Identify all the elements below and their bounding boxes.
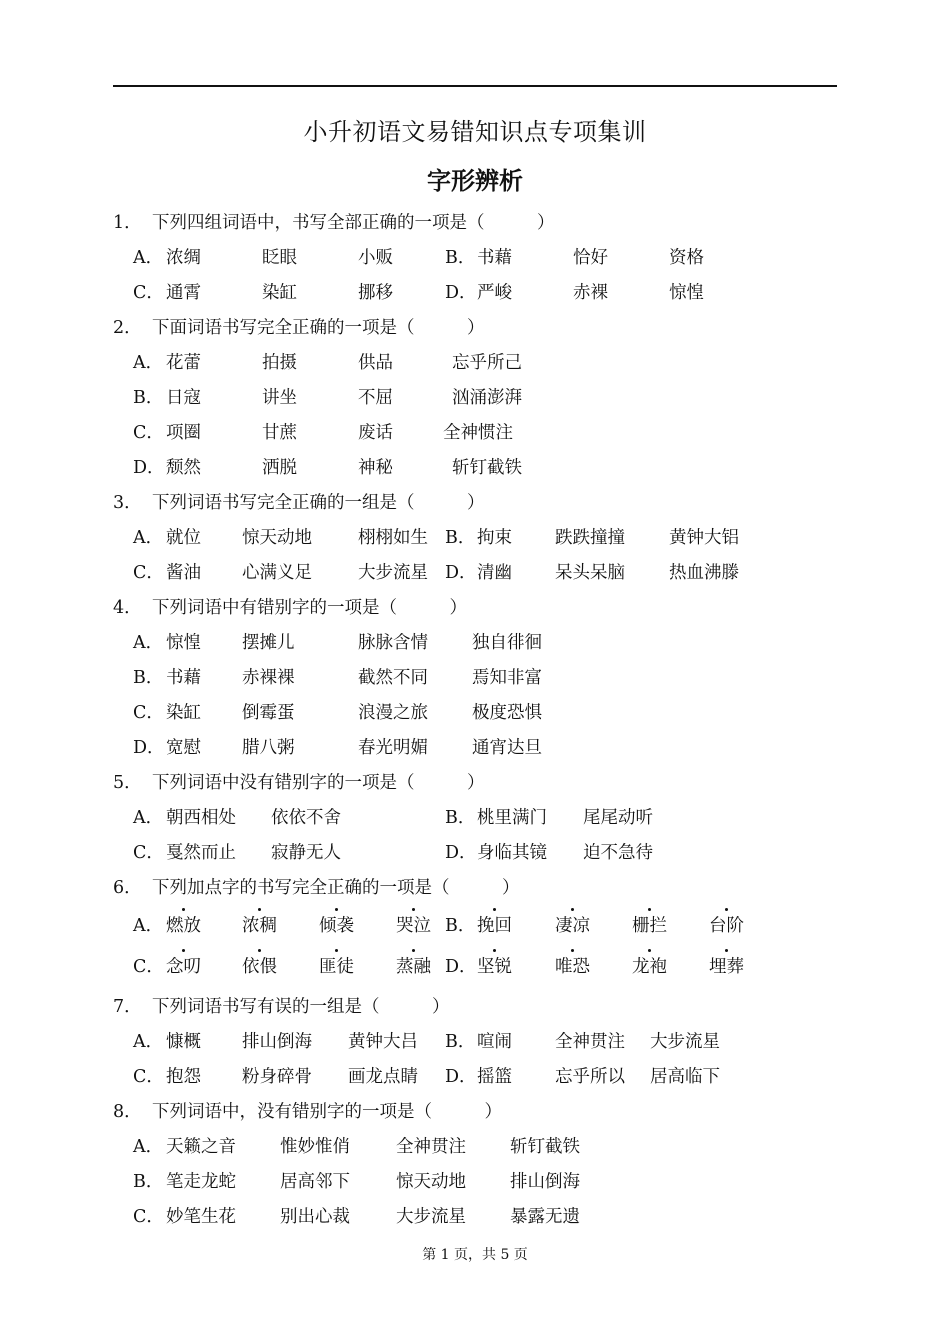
option-word: 小贩 <box>358 248 393 268</box>
emphasis-dotted-char: 叨 <box>184 952 202 982</box>
option-word: 资格 <box>669 248 704 268</box>
option-label: C． <box>133 843 164 863</box>
option-label: D． <box>133 738 165 758</box>
header-rule <box>113 85 837 87</box>
emphasis-dotted-char: 挽 <box>477 911 495 941</box>
option-label: C． <box>133 957 164 977</box>
option-label: A． <box>133 353 164 373</box>
option-word: 书藉 <box>166 668 201 688</box>
option-word: 染缸 <box>262 283 297 303</box>
option-word: 惊惶 <box>669 283 704 303</box>
document-title: 小升初语文易错知识点专项集训 <box>303 118 647 146</box>
option-word: 焉知非富 <box>472 668 542 688</box>
emphasis-dotted-char: 龙 <box>632 952 650 982</box>
page-footer: 第 1 页，共 5 页 <box>422 1247 528 1263</box>
emphasis-dotted-char: 融 <box>414 952 432 982</box>
option-word <box>477 911 512 941</box>
option-word <box>555 952 590 982</box>
option-label: D． <box>445 283 477 303</box>
question-number: 4． <box>113 598 142 618</box>
option-word <box>166 911 201 941</box>
option-word: 居高临下 <box>650 1067 720 1087</box>
option-word: 极度恐惧 <box>472 703 542 723</box>
option-word: 身临其镜 <box>477 843 547 863</box>
emphasis-dotted-char: 阶 <box>727 911 745 941</box>
emphasis-dotted-char: 唯 <box>555 952 573 982</box>
option-word: 春光明媚 <box>358 738 428 758</box>
word-char: 凉 <box>572 916 590 936</box>
option-word <box>632 911 667 941</box>
word-char: 念 <box>166 957 184 977</box>
option-word: 全神贯注 <box>555 1032 625 1052</box>
option-word: 呆头呆脑 <box>555 563 625 583</box>
option-word: 别出心裁 <box>280 1207 350 1227</box>
option-word: 惊天动地 <box>242 528 312 548</box>
option-label: B． <box>445 1032 476 1052</box>
question-stem: 下列加点字的书写完全正确的一项是（ ） <box>152 878 520 898</box>
option-label: A． <box>133 1137 164 1157</box>
option-label: A． <box>133 248 164 268</box>
option-label: A． <box>133 808 164 828</box>
option-word: 热血沸滕 <box>669 563 739 583</box>
option-label: D． <box>445 1067 477 1087</box>
question-stem: 下列四组词语中，书写全部正确的一项是（ ） <box>152 213 555 233</box>
option-word: 颓然 <box>166 458 201 478</box>
option-word <box>396 911 431 941</box>
option-word: 神秘 <box>358 458 393 478</box>
option-word: 天籁之音 <box>166 1137 236 1157</box>
option-word: 尾尾动听 <box>583 808 653 828</box>
option-word: 斩钉截铁 <box>452 458 522 478</box>
option-word: 惊惶 <box>166 633 201 653</box>
option-word: 大步流星 <box>358 563 428 583</box>
option-word: 清幽 <box>477 563 512 583</box>
option-word <box>319 911 354 941</box>
option-word: 眨眼 <box>262 248 297 268</box>
word-char: 栅 <box>632 916 650 936</box>
option-label: C． <box>133 563 164 583</box>
question-number: 8． <box>113 1102 142 1122</box>
option-label: B． <box>445 528 476 548</box>
word-char: 依 <box>242 957 260 977</box>
emphasis-dotted-char: 袭 <box>337 911 355 941</box>
option-word: 心满义足 <box>242 563 312 583</box>
option-word: 赤裸 <box>573 283 608 303</box>
option-word: 讲坐 <box>262 388 297 408</box>
word-char: 回 <box>494 916 512 936</box>
option-label: B． <box>133 668 164 688</box>
option-word: 戛然而止 <box>166 843 236 863</box>
word-char: 倾 <box>319 916 337 936</box>
option-word: 浓绸 <box>166 248 201 268</box>
question-stem: 下列词语书写有误的一组是（ ） <box>152 997 450 1017</box>
option-word: 大步流星 <box>650 1032 720 1052</box>
option-word: 酱油 <box>166 563 201 583</box>
option-word: 不屈 <box>358 388 393 408</box>
option-word: 斩钉截铁 <box>510 1137 580 1157</box>
option-word <box>242 911 277 941</box>
option-word: 笔走龙蛇 <box>166 1172 236 1192</box>
option-word: 迫不急待 <box>583 843 653 863</box>
question-number: 7． <box>113 997 142 1017</box>
option-word: 栩栩如生 <box>358 528 428 548</box>
option-label: B． <box>445 248 476 268</box>
option-word <box>555 911 590 941</box>
question-stem: 下列词语书写完全正确的一组是（ ） <box>152 493 485 513</box>
option-word: 黄钟大铝 <box>669 528 739 548</box>
option-word: 喧闹 <box>477 1032 512 1052</box>
option-label: C． <box>133 283 164 303</box>
question-number: 6． <box>113 878 142 898</box>
emphasis-dotted-char: 坚 <box>477 952 495 982</box>
option-label: C． <box>133 703 164 723</box>
option-word: 日寇 <box>166 388 201 408</box>
option-label: D． <box>133 458 165 478</box>
emphasis-dotted-char: 凄 <box>555 911 573 941</box>
option-word: 洒脱 <box>262 458 297 478</box>
emphasis-dotted-char: 偎 <box>260 952 278 982</box>
option-label: A． <box>133 633 164 653</box>
word-char: 蒸 <box>396 957 414 977</box>
option-word: 跌跌撞撞 <box>555 528 625 548</box>
option-word: 画龙点睛 <box>348 1067 418 1087</box>
option-word: 摆摊儿 <box>242 633 295 653</box>
word-char: 浓 <box>242 916 260 936</box>
option-label: C． <box>133 423 164 443</box>
option-word: 寂静无人 <box>271 843 341 863</box>
option-word: 染缸 <box>166 703 201 723</box>
word-char: 匪 <box>319 957 337 977</box>
word-char: 锐 <box>494 957 512 977</box>
option-label: A． <box>133 528 164 548</box>
option-label: C． <box>133 1207 164 1227</box>
option-label: A． <box>133 916 164 936</box>
option-word: 慷概 <box>166 1032 201 1052</box>
option-word: 汹涌澎湃 <box>452 388 522 408</box>
option-word: 居高邻下 <box>280 1172 350 1192</box>
option-word <box>396 952 431 982</box>
option-word: 拘束 <box>477 528 512 548</box>
option-label: B． <box>133 388 164 408</box>
option-word: 项圈 <box>166 423 201 443</box>
option-word: 摇篮 <box>477 1067 512 1087</box>
option-word <box>166 952 201 982</box>
option-word: 朝西相处 <box>166 808 236 828</box>
option-word: 供品 <box>358 353 393 373</box>
section-subtitle: 字形辨析 <box>427 167 523 195</box>
option-word: 忘乎所以 <box>555 1067 625 1087</box>
option-label: B． <box>445 808 476 828</box>
question-stem: 下面词语书写完全正确的一项是（ ） <box>152 318 485 338</box>
emphasis-dotted-char: 葬 <box>727 952 745 982</box>
option-word: 严峻 <box>477 283 512 303</box>
word-char: 燃 <box>166 916 184 936</box>
emphasis-dotted-char: 泣 <box>414 911 432 941</box>
option-word: 通霄 <box>166 283 201 303</box>
option-word: 脉脉含情 <box>358 633 428 653</box>
option-word: 惊天动地 <box>396 1172 466 1192</box>
option-word: 桃里满门 <box>477 808 547 828</box>
word-char: 袍 <box>649 957 667 977</box>
option-word: 大步流星 <box>396 1207 466 1227</box>
option-word: 截然不同 <box>358 668 428 688</box>
word-char: 埋 <box>709 957 727 977</box>
option-word: 拍摄 <box>262 353 297 373</box>
question-number: 5． <box>113 773 142 793</box>
emphasis-dotted-char: 稠 <box>260 911 278 941</box>
word-char: 哭 <box>396 916 414 936</box>
option-word: 忘乎所己 <box>452 353 522 373</box>
option-word: 全神惯注 <box>443 423 513 443</box>
option-word: 黄钟大吕 <box>348 1032 418 1052</box>
option-word: 就位 <box>166 528 201 548</box>
word-char: 台 <box>709 916 727 936</box>
emphasis-dotted-char: 放 <box>184 911 202 941</box>
option-word: 独自徘徊 <box>472 633 542 653</box>
option-word: 暴露无遗 <box>510 1207 580 1227</box>
option-label: B． <box>445 916 476 936</box>
emphasis-dotted-char: 拦 <box>650 911 668 941</box>
option-word: 排山倒海 <box>510 1172 580 1192</box>
option-word <box>242 952 277 982</box>
option-word: 腊八粥 <box>242 738 295 758</box>
option-label: D． <box>445 563 477 583</box>
option-word: 全神贯注 <box>396 1137 466 1157</box>
option-word: 排山倒海 <box>242 1032 312 1052</box>
option-word: 浪漫之旅 <box>358 703 428 723</box>
option-label: C． <box>133 1067 164 1087</box>
option-word <box>709 911 744 941</box>
option-label: A． <box>133 1032 164 1052</box>
option-label: B． <box>133 1172 164 1192</box>
option-word <box>319 952 354 982</box>
option-word: 通宵达旦 <box>472 738 542 758</box>
word-char: 恐 <box>572 957 590 977</box>
option-word: 花蕾 <box>166 353 201 373</box>
option-word: 废话 <box>358 423 393 443</box>
option-word: 依依不舍 <box>271 808 341 828</box>
option-label: D． <box>445 957 477 977</box>
option-word: 甘蔗 <box>262 423 297 443</box>
option-word: 妙笔生花 <box>166 1207 236 1227</box>
option-word: 宽慰 <box>166 738 201 758</box>
option-label: D． <box>445 843 477 863</box>
option-word <box>477 952 512 982</box>
option-word: 粉身碎骨 <box>242 1067 312 1087</box>
emphasis-dotted-char: 徒 <box>337 952 355 982</box>
question-number: 3． <box>113 493 142 513</box>
question-stem: 下列词语中没有错别字的一项是（ ） <box>152 773 485 793</box>
question-stem: 下列词语中，没有错别字的一项是（ ） <box>152 1102 502 1122</box>
question-number: 2． <box>113 318 142 338</box>
option-word: 抱怨 <box>166 1067 201 1087</box>
question-stem: 下列词语中有错别字的一项是（ ） <box>152 598 467 618</box>
question-number: 1． <box>113 213 142 233</box>
option-word: 惟妙惟俏 <box>280 1137 350 1157</box>
option-word <box>709 952 744 982</box>
option-word: 恰好 <box>573 248 608 268</box>
option-word <box>632 952 667 982</box>
option-word: 挪移 <box>358 283 393 303</box>
option-word: 赤裸裸 <box>242 668 295 688</box>
option-word: 倒霉蛋 <box>242 703 295 723</box>
option-word: 书藉 <box>477 248 512 268</box>
